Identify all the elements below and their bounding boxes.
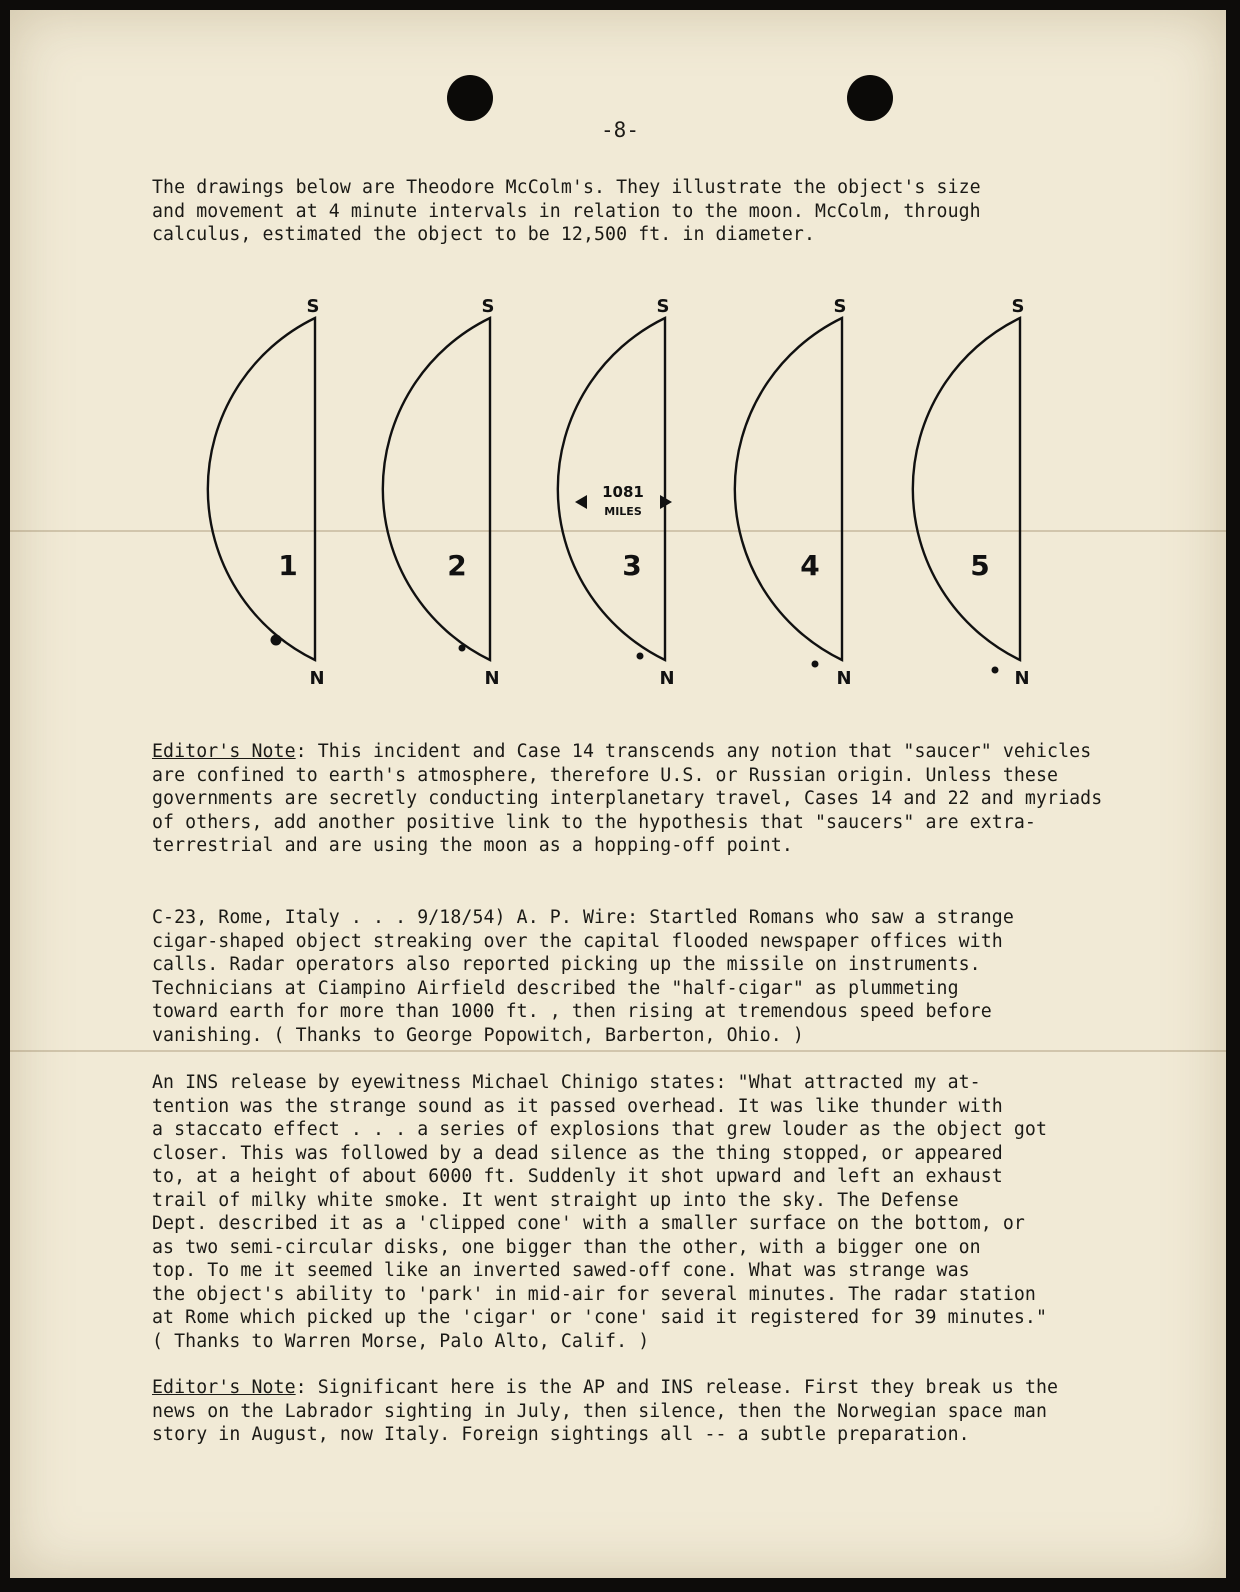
pole-south-label: S [656, 296, 670, 317]
arrow-left-icon [575, 495, 587, 509]
pole-north-label: N [836, 668, 852, 689]
intro-paragraph: The drawings below are Theodore McColm's. They illustrate the object's size and movement at 4 minute intervals in relation to the moon. McColm, through calculus, estimated the object to be 12,500 ft. in diameter. [152, 177, 981, 245]
editor-note-label: Editor's Note [152, 741, 296, 762]
pole-north-label: N [484, 668, 500, 689]
moon-phase-diagram [0, 290, 1240, 700]
panel-number-label: 3 [622, 549, 642, 582]
editor-note-1 [152, 740, 1112, 858]
punch-hole [447, 75, 493, 121]
panel-5 [913, 296, 1030, 689]
pole-south-label: S [833, 296, 847, 317]
case-c23-paragraph: C-23, Rome, Italy . . . 9/18/54) A. P. Wire: Startled Romans who saw a strange cigar-shaped object streaking over the capital flooded newspaper offices with calls. Radar operators also reported picking up the missile on instruments. Technicians at Ciampino Airfield described the "half-cigar" as plummeting toward earth for more than 1000 ft. , then rising at tremendous speed before vanishing. ( Thanks to George Popowitch, Barberton, Ohio. ) [152, 907, 1014, 1046]
pole-north-label: N [1014, 668, 1030, 689]
moon-limb-arc [383, 318, 490, 660]
pole-south-label: S [481, 296, 495, 317]
measure-value: 1081 [602, 483, 644, 501]
editor-note-label: Editor's Note [152, 1377, 296, 1398]
pole-south-label: S [306, 296, 320, 317]
panel-number-label: 1 [278, 549, 298, 582]
panel-number-label: 2 [447, 549, 467, 582]
fold-crease [10, 1050, 1226, 1052]
editor-note-2 [152, 1376, 1112, 1447]
object-dot [992, 667, 999, 674]
moon-limb-arc [735, 318, 842, 660]
page-number: -8- [601, 118, 639, 142]
pole-north-label: N [659, 668, 675, 689]
measure-unit: MILES [604, 505, 642, 518]
panel-4 [735, 296, 852, 689]
panel-number-label: 4 [800, 549, 820, 582]
panel-number-label: 5 [970, 549, 990, 582]
object-dot [637, 653, 644, 660]
moon-limb-arc [208, 318, 315, 660]
ins-release-paragraph: An INS release by eyewitness Michael Chinigo states: "What attracted my at- tention was the strange sound as it passed overhead. It was like thunder with a staccato effect . . . a series of explosions that grew louder as the object got closer. This was followed by a dead silence as the thing stopped, or appeared to, at a height of about 6000 ft. Suddenly it shot upward and left an exhaust trail of milky white smoke. It went straight up into the sky. The Defense Dept. described it as a 'clipped cone' with a smaller surface on the bottom, or as two semi-circular disks, one bigger than the other, with a bigger one on top. To me it seemed like an inverted sawed-off cone. What was strange was the object's ability to 'park' in mid-air for several minutes. The radar station at Rome which picked up the 'cigar' or 'cone' said it registered for 39 minutes." ( Thanks to Warren Morse, Palo Alto, Calif. ) [152, 1072, 1048, 1352]
measurement-annotation [575, 483, 672, 518]
object-dot [271, 635, 282, 646]
object-dot [812, 661, 819, 668]
object-dot [459, 645, 466, 652]
punch-hole [847, 75, 893, 121]
panel-1 [208, 296, 325, 689]
pole-north-label: N [309, 668, 325, 689]
editor-note-text: : Significant here is the AP and INS release. First they break us the news on the Labrador sighting in July, then silence, then the Norwegian space man story in August, now Italy. Foreign sightings all -- a subtle preparation. [152, 1377, 1059, 1445]
pole-south-label: S [1011, 296, 1025, 317]
moon-limb-arc [913, 318, 1020, 660]
editor-note-text: : This incident and Case 14 transcends any notion that "saucer" vehicles are confined to earth's atmosphere, therefore U.S. or Russian origin. Unless these governments are secretly conducting interplanetary travel, Cases 14 and 22 and myriads of others, add another positive link to the hypothesis that "saucers" are extra-terrestrial and are using the moon as a hopping-off point. [152, 741, 1103, 856]
panel-2 [383, 296, 500, 689]
